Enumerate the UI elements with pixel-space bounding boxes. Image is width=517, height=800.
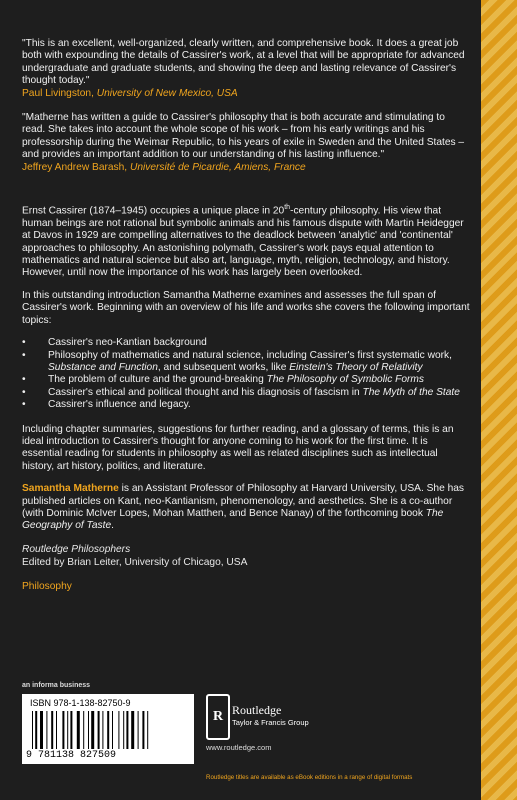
- topic-item: [22, 399, 470, 411]
- topic-text: Cassirer's ethical and political thought and his diagnosis of fascism in: [48, 386, 363, 398]
- review-quote-1: [22, 38, 470, 100]
- topic-text: Cassirer's influence and legacy.: [48, 399, 191, 411]
- topics-list: [22, 337, 470, 411]
- cover-content: [22, 38, 470, 592]
- topic-item: [22, 337, 470, 349]
- routledge-logo-icon: [206, 694, 230, 740]
- bio-text: is an Assistant Professor of Philosophy at Harvard University, USA. She has published articles on Kant, neo-Kantianism, phenomenology, and aesthetics. She is a co-author (with Dominic McIver Lopes, Mohan Matthen, and Bence Nanay) of the forthcoming book: [22, 483, 465, 519]
- topic-item: [22, 350, 470, 375]
- intro-text-a: Ernst Cassirer (1874–1945) occupies a unique place in 20: [22, 205, 285, 217]
- topic-title: The Myth of the State: [362, 386, 460, 398]
- quote-attribution: [22, 162, 306, 173]
- intro-text-b: -century philosophy. His view that human beings are not rational but symbolic animals and his famous dispute with Martin Heidegger at Davos in 1929 are compelling alternatives to the deadlock between 'analytic' and 'continental' approaches to philosophy. An astonishing polymath, Cassirer's work pays equal attention to mathematics and natural science but also art, language, myth, religion, technology, and history. However, until now the importance of his work has largely been overlooked.: [22, 205, 464, 279]
- publisher-name: Routledge: [232, 703, 282, 717]
- quote-text: "This is an excellent, well-organized, clearly written, and comprehensive book. It does a great job both with expounding the details of Cassirer's work, at a level that will be appropriate for advanced undergraduate and graduate students, and showing the deep and lasting relevance of Cassirer's thought today.": [22, 38, 465, 87]
- topic-item: [22, 374, 470, 386]
- review-quote-2: [22, 112, 470, 174]
- spine-stripes: [481, 0, 517, 800]
- topic-title: Einstein's Theory of Relativity: [289, 361, 423, 373]
- topic-title: The Philosophy of Symbolic Forms: [266, 374, 425, 386]
- author-name: Samantha Matherne: [22, 483, 119, 495]
- logo-letter: R: [212, 709, 224, 724]
- topic-text: , and subsequent works, like: [157, 361, 290, 373]
- topic-text: The problem of culture and the ground-breaking: [48, 374, 267, 386]
- bio-book-title: The Geography of Taste: [22, 507, 444, 532]
- author-bio: [22, 483, 470, 533]
- intro-sup: th: [284, 204, 291, 212]
- isbn-digits: 9 781138 827509: [26, 750, 117, 761]
- reviewer-name: Jeffrey Andrew Barash,: [22, 161, 130, 173]
- series-info: [22, 543, 470, 569]
- quote-text: "Matherne has written a guide to Cassirer's philosophy that is both accurate and stimulating to read. She takes into account the whole scope of his work – from his early writings and his professorship during the Weimar Republic, to his years of exile in Sweden and the United States – and provides an important addition to our understanding of his lasting influence.": [22, 112, 465, 161]
- subject-category: Philosophy: [22, 580, 72, 592]
- informa-tagline: an informa business: [22, 682, 91, 689]
- topic-text: Philosophy of mathematics and natural science, including Cassirer's first systematic work,: [48, 349, 452, 361]
- overview-paragraph: In this outstanding introduction Samantha Matherne examines and assesses the full span of Cassirer's work. Beginning with an overview of his life and works she covers the following important topics:: [22, 289, 470, 326]
- series-name: Routledge Philosophers: [22, 543, 131, 555]
- reviewer-name: Paul Livingston,: [22, 87, 97, 99]
- topic-text: Cassirer's neo-Kantian background: [48, 337, 207, 349]
- intro-paragraph: [22, 202, 470, 280]
- publisher-website[interactable]: www.routledge.com: [206, 743, 272, 752]
- isbn-barcode: [22, 694, 194, 764]
- ebook-notice: Routledge titles are available as eBook editions in a range of digital formats: [206, 774, 413, 781]
- publisher-group: Taylor & Francis Group: [232, 718, 309, 727]
- series-editor: Edited by Brian Leiter, University of Chicago, USA: [22, 556, 248, 568]
- isbn-label: ISBN 978-1-138-82750-9: [30, 698, 131, 708]
- closing-paragraph: Including chapter summaries, suggestions for further reading, and a glossary of terms, this is an ideal introduction to Cassirer's thought for anyone coming to his work for the first time. It is essential reading for students in philosophy as well as related disciplines such as intellectual history, art history, politics, and literature.: [22, 423, 454, 472]
- quote-attribution: [22, 88, 238, 99]
- topic-item: [22, 387, 470, 399]
- reviewer-affiliation: University of New Mexico, USA: [96, 87, 238, 99]
- barcode-icon: [30, 711, 186, 749]
- bio-text-end: .: [111, 520, 114, 532]
- reviewer-affiliation: Université de Picardie, Amiens, France: [129, 161, 306, 173]
- topic-title: Substance and Function: [48, 361, 158, 373]
